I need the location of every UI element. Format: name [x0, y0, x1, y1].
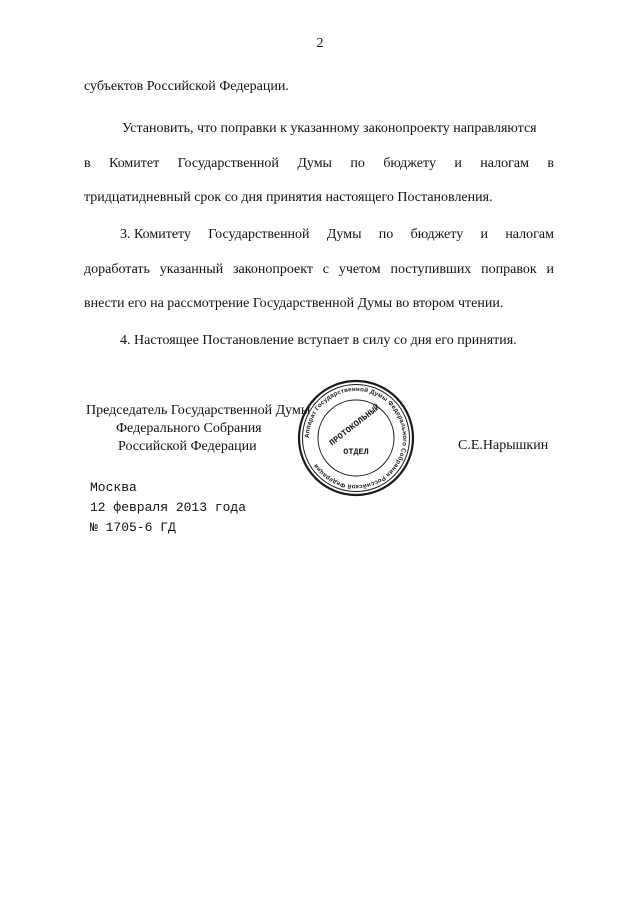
body-line-3 [84, 155, 554, 173]
body-line-1: субъектов Российской Федерации. [84, 79, 289, 94]
word: законопроект [233, 262, 313, 277]
word: и [454, 156, 462, 171]
word: бюджету [410, 227, 464, 242]
word: бюджету [383, 156, 436, 171]
word: поступивших [390, 262, 472, 277]
page-number: 2 [316, 36, 324, 51]
word: поправок [481, 262, 537, 277]
signatory-title-line-1: Председатель Государственной Думы [86, 403, 311, 418]
word: по [350, 156, 365, 171]
word: налогам [505, 227, 554, 242]
footer-number: № 1705-6 ГД [90, 520, 176, 535]
svg-text:Аппарат Государственной Думы Ф [304, 386, 408, 490]
body-line-2: Установить, что поправки к указанному законопроекту направляются [122, 121, 537, 136]
word: в [547, 156, 554, 171]
word: и [480, 227, 489, 242]
body-line-6 [84, 261, 554, 279]
word: в [84, 156, 91, 171]
word: Государственной [177, 156, 279, 171]
word: и [546, 262, 554, 277]
word: Государственной [208, 227, 310, 242]
official-seal-icon [296, 378, 416, 498]
signatory-title-line-2: Федерального Собрания [116, 421, 262, 436]
signatory-title-line-3: Российской Федерации [118, 439, 257, 454]
body-line-5 [120, 226, 554, 244]
body-line-7: внести его на рассмотрение Государственной Думы во втором чтении. [84, 296, 504, 311]
word: 3. Комитету [120, 227, 191, 242]
body-line-8: 4. Настоящее Постановление вступает в силу со дня его принятия. [120, 333, 517, 348]
word: учетом [338, 262, 381, 277]
seal-center-top: ПРОТОКОЛЬНЫЙ [327, 402, 382, 449]
word: Комитет [109, 156, 160, 171]
footer-date: 12 февраля 2013 года [90, 500, 247, 515]
footer-city: Москва [90, 480, 137, 495]
body-line-4: тридцатидневный срок со дня принятия настоящего Постановления. [84, 190, 493, 205]
seal-outer-text: Аппарат Государственной Думы Федерального Собрания Российской Федерации [303, 385, 409, 491]
word: указанный [159, 262, 224, 277]
word: с [322, 262, 330, 277]
signatory-name: С.Е.Нарышкин [458, 438, 549, 453]
word: доработать [84, 262, 150, 277]
word: по [378, 227, 394, 242]
word: Думы [297, 156, 332, 171]
word: Думы [326, 227, 362, 242]
seal-center-bottom: ОТДЕЛ [343, 447, 369, 457]
word: налогам [480, 156, 529, 171]
